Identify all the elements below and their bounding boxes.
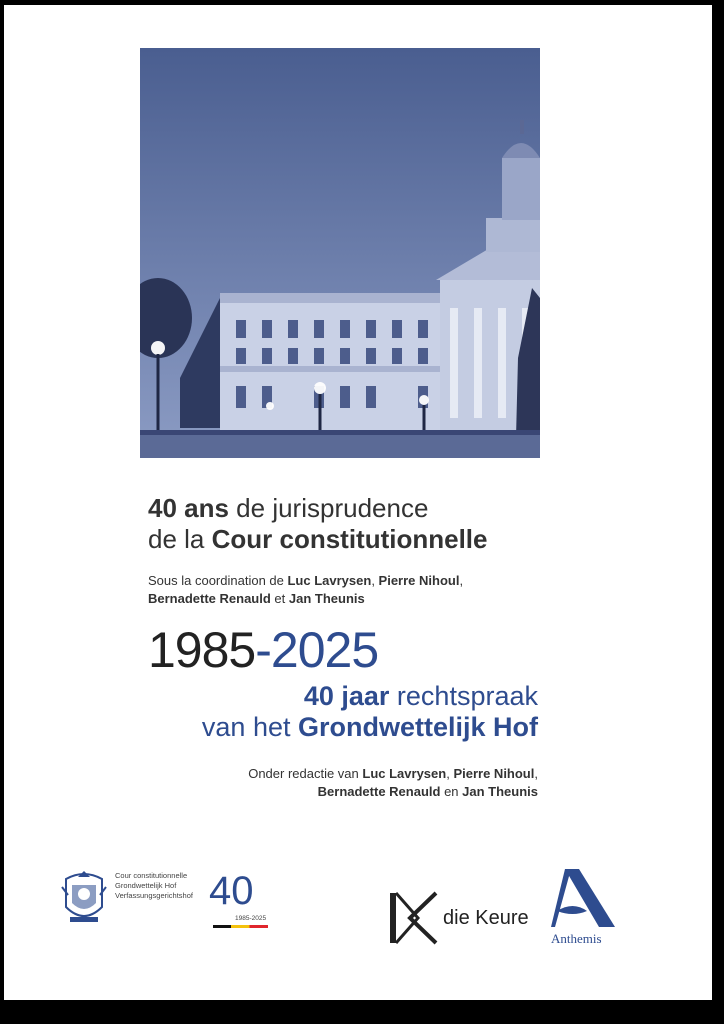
fr-conj: et bbox=[270, 591, 289, 606]
fr-sep-1: , bbox=[371, 573, 379, 588]
die-keure-logo bbox=[388, 891, 538, 945]
nl-title-pre-2: van het bbox=[201, 712, 298, 742]
nl-sep-2: , bbox=[534, 766, 538, 781]
keure-name: die Keure bbox=[443, 907, 529, 929]
nl-title-rest-1: rechtspraak bbox=[389, 681, 538, 711]
nl-conj: en bbox=[440, 784, 463, 799]
anthemis-name: Anthemis bbox=[551, 931, 602, 946]
french-title bbox=[148, 493, 668, 555]
nl-title-bold-1: 40 jaar bbox=[303, 681, 390, 711]
fr-title-bold-2: Cour constitutionnelle bbox=[211, 524, 488, 554]
court-coat-of-arms-icon bbox=[58, 867, 110, 927]
belgian-flag-stripe bbox=[213, 925, 268, 928]
fr-title-pre-2: de la bbox=[148, 524, 212, 554]
court-name-nl: Grondwettelijk Hof bbox=[115, 881, 177, 890]
dutch-editors bbox=[18, 765, 538, 801]
anniversary-40-logo bbox=[209, 869, 279, 937]
cover-photo bbox=[140, 48, 540, 458]
keure-k-icon bbox=[388, 891, 438, 945]
constitutional-court-logo bbox=[58, 867, 198, 937]
book-cover bbox=[4, 5, 712, 1000]
court-name-fr: Cour constitutionnelle bbox=[115, 871, 188, 880]
year-dash: - bbox=[255, 622, 271, 678]
fr-title-bold-1: 40 ans bbox=[148, 493, 229, 523]
nl-title-bold-2: Grondwettelijk Hof bbox=[297, 712, 538, 742]
nl-sep-1: , bbox=[446, 766, 454, 781]
years-heading bbox=[148, 621, 378, 679]
anthemis-a-icon bbox=[549, 867, 619, 929]
nl-coord-prefix: Onder redactie van bbox=[248, 766, 363, 781]
anniversary-years: 1985-2025 bbox=[235, 915, 267, 922]
fr-editor-1: Luc Lavrysen bbox=[287, 573, 372, 588]
nl-editor-4: Jan Theunis bbox=[462, 784, 538, 799]
year-end: 2025 bbox=[270, 622, 379, 678]
nl-editor-2: Pierre Nihoul bbox=[453, 766, 535, 781]
fr-sep-2: , bbox=[459, 573, 464, 588]
fr-editor-4: Jan Theunis bbox=[288, 591, 365, 606]
nl-editor-3: Bernadette Renauld bbox=[317, 784, 441, 799]
year-start: 1985 bbox=[148, 622, 256, 678]
fr-coord-prefix: Sous la coordination de bbox=[148, 573, 288, 588]
fr-editor-2: Pierre Nihoul bbox=[378, 573, 460, 588]
anniversary-number: 40 bbox=[209, 869, 254, 913]
anthemis-logo bbox=[549, 867, 629, 947]
french-editors bbox=[148, 572, 668, 608]
fr-editor-3: Bernadette Renauld bbox=[148, 591, 271, 606]
court-name-de: Verfassungsgerichtshof bbox=[115, 891, 193, 900]
fr-title-rest-1: de jurisprudence bbox=[228, 493, 429, 523]
nl-editor-1: Luc Lavrysen bbox=[362, 766, 447, 781]
dutch-title bbox=[18, 681, 538, 743]
